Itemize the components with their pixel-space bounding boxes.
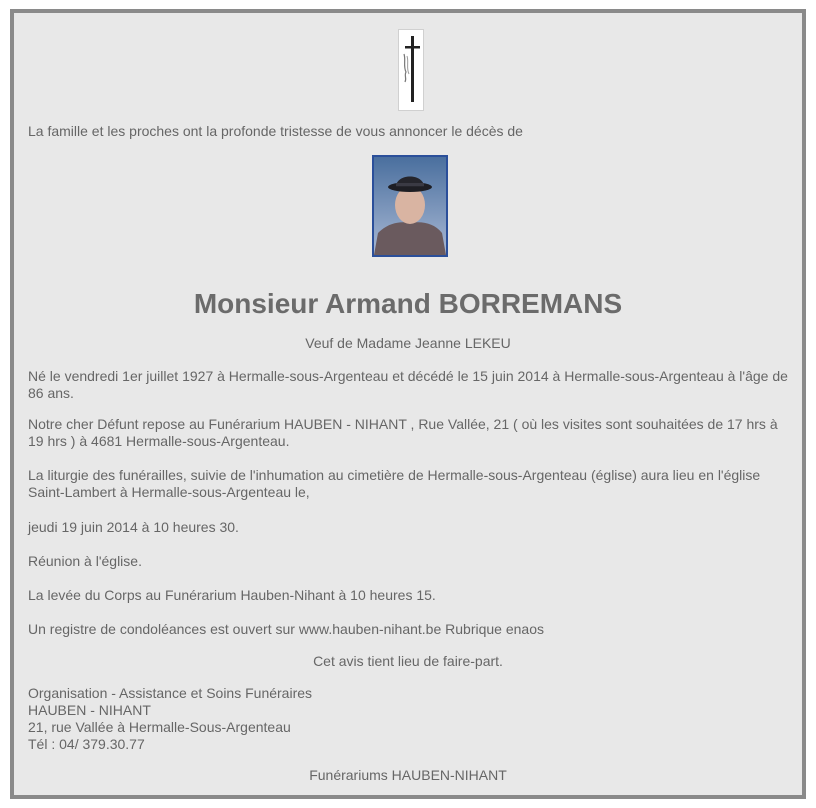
condolence-register-text: Un registre de condoléances est ouvert sur www.hauben-nihant.be Rubrique enaos <box>28 621 544 637</box>
meeting-text: Réunion à l'église. <box>28 553 142 569</box>
cross-icon <box>398 29 424 111</box>
spouse-line: Veuf de Madame Jeanne LEKEU <box>305 335 511 351</box>
organisation-line-2: HAUBEN - NIHANT <box>28 702 151 718</box>
notice-text: Cet avis tient lieu de faire-part. <box>313 653 503 669</box>
footer-text: Funérariums HAUBEN-NIHANT <box>309 767 507 783</box>
obituary-frame <box>10 9 806 799</box>
portrait-photo <box>372 155 448 257</box>
ceremony-date: jeudi 19 juin 2014 à 10 heures 30. <box>28 519 239 535</box>
repose-text: Notre cher Défunt repose au Funérarium HAUBEN - NIHANT , Rue Vallée, 21 ( où les visites sont souhaitées de 17 hrs à 19 hrs ) à 4681 Hermalle-sous-Argenteau. <box>28 416 778 449</box>
organisation-phone: Tél : 04/ 379.30.77 <box>28 736 145 752</box>
intro-text: La famille et les proches ont la profonde tristesse de vous annoncer le décès de <box>28 123 523 139</box>
deceased-name: Monsieur Armand BORREMANS <box>193 288 623 319</box>
liturgy-text: La liturgie des funérailles, suivie de l'inhumation au cimetière de Hermalle-sous-Argenteau (église) aura lieu en l'église Saint-Lambert à Hermalle-sous-Argenteau le, <box>28 467 761 500</box>
birth-death-text: Né le vendredi 1er juillet 1927 à Hermalle-sous-Argenteau et décédé le 15 juin 2014 à Hermalle-sous-Argenteau à l'âge de 86 ans. <box>28 368 788 401</box>
organisation-line-1: Organisation - Assistance et Soins Funéraires <box>28 685 313 701</box>
organisation-address: 21, rue Vallée à Hermalle-Sous-Argenteau <box>28 719 291 735</box>
body-lift-text: La levée du Corps au Funérarium Hauben-Nihant à 10 heures 15. <box>28 587 436 603</box>
